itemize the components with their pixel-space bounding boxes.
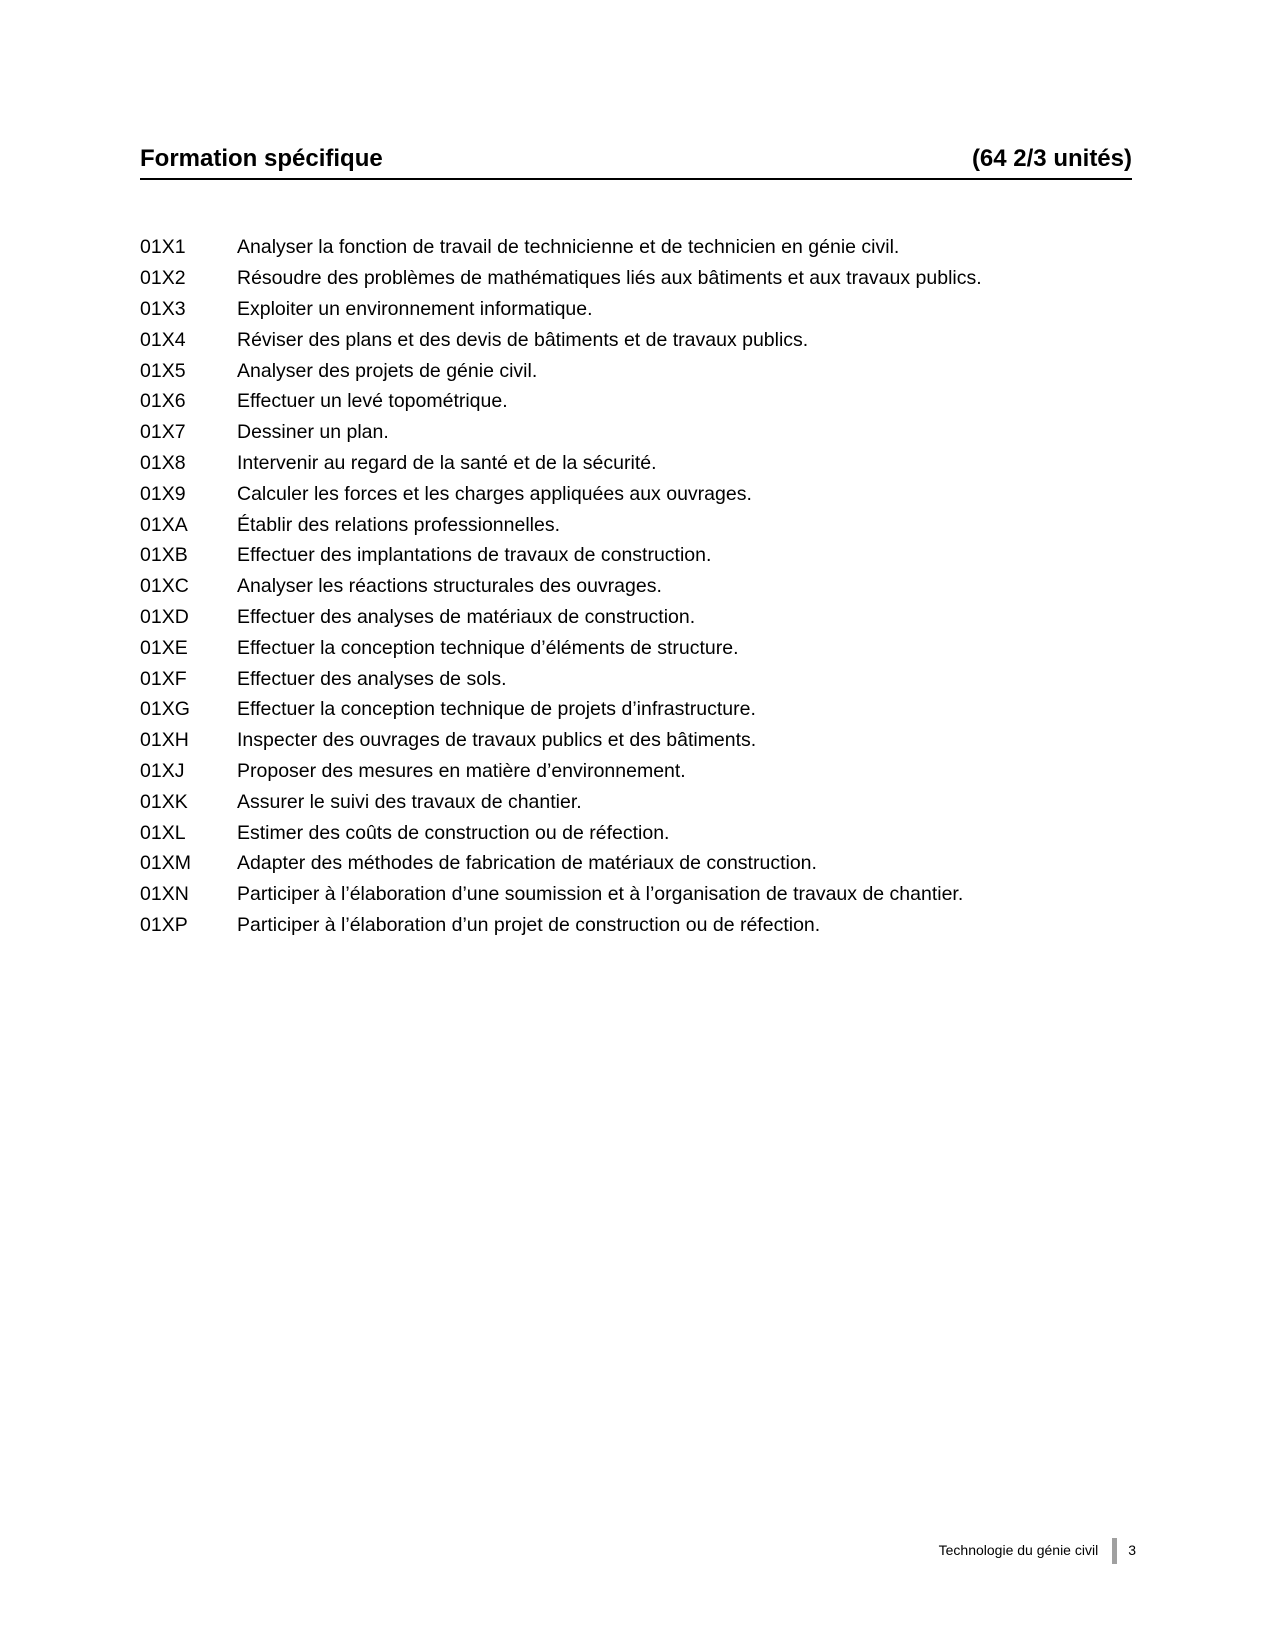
- competency-code: 01X3: [140, 297, 186, 320]
- competency-description: Résoudre des problèmes de mathématiques liés aux bâtiments et aux travaux publics.: [237, 267, 982, 290]
- section-title: Formation spécifique: [140, 145, 383, 172]
- competency-description: Effectuer des analyses de matériaux de construction.: [237, 605, 696, 628]
- competency-row: [140, 606, 1132, 637]
- competency-row: [140, 329, 1132, 360]
- competency-code: 01X4: [140, 328, 186, 351]
- competency-code: 01XF: [140, 667, 187, 690]
- competency-description: Dessiner un plan.: [237, 421, 389, 444]
- competency-code: 01XK: [140, 790, 188, 813]
- competency-row: [140, 421, 1132, 452]
- competency-description: Effectuer des implantations de travaux de construction.: [237, 544, 712, 567]
- competency-code: 01X7: [140, 421, 186, 444]
- competency-description: Intervenir au regard de la santé et de la sécurité.: [237, 451, 657, 474]
- competency-row: [140, 637, 1132, 668]
- competency-description: Effectuer la conception technique de projets d’infrastructure.: [237, 698, 756, 721]
- competency-row: [140, 298, 1132, 329]
- competency-row: [140, 852, 1132, 883]
- competency-row: [140, 668, 1132, 699]
- competency-code: 01XD: [140, 605, 189, 628]
- section-header: [140, 146, 1132, 180]
- section-units: (64 2/3 unités): [971, 145, 1132, 172]
- competency-code: 01X9: [140, 482, 186, 505]
- competency-description: Effectuer des analyses de sols.: [237, 667, 507, 690]
- competency-row: [140, 452, 1132, 483]
- competency-row: [140, 914, 1132, 945]
- competency-description: Analyser la fonction de travail de technicienne et de technicien en génie civil.: [237, 236, 900, 259]
- competency-description: Analyser des projets de génie civil.: [237, 359, 538, 382]
- competency-code: 01XJ: [140, 759, 185, 782]
- competency-description: Participer à l’élaboration d’un projet de construction ou de réfection.: [237, 913, 821, 936]
- competency-row: [140, 822, 1132, 853]
- competency-code: 01XP: [140, 913, 188, 936]
- competency-code: 01XB: [140, 544, 188, 567]
- competency-code: 01XN: [140, 883, 189, 906]
- competency-row: [140, 236, 1132, 267]
- competency-code: 01XL: [140, 821, 186, 844]
- footer-page-number: 3: [1128, 1542, 1136, 1558]
- competency-code: 01XC: [140, 575, 189, 598]
- competency-description: Proposer des mesures en matière d’environnement.: [237, 759, 686, 782]
- competency-row: [140, 698, 1132, 729]
- competency-description: Effectuer un levé topométrique.: [237, 390, 508, 413]
- competency-description: Réviser des plans et des devis de bâtiments et de travaux publics.: [237, 328, 809, 351]
- competency-description: Inspecter des ouvrages de travaux publics et des bâtiments.: [237, 729, 757, 752]
- competency-row: [140, 483, 1132, 514]
- competency-description: Estimer des coûts de construction ou de réfection.: [237, 821, 670, 844]
- competency-code: 01X8: [140, 451, 186, 474]
- competency-row: [140, 883, 1132, 914]
- competency-code: 01XM: [140, 852, 191, 875]
- competency-row: [140, 267, 1132, 298]
- competency-description: Assurer le suivi des travaux de chantier.: [237, 790, 582, 813]
- competency-row: [140, 791, 1132, 822]
- competency-description: Analyser les réactions structurales des ouvrages.: [237, 575, 662, 598]
- competency-code: 01X6: [140, 390, 186, 413]
- competency-code: 01XG: [140, 698, 190, 721]
- page-content: [140, 146, 1132, 945]
- competency-code: 01XE: [140, 636, 188, 659]
- competency-row: [140, 360, 1132, 391]
- competency-description: Calculer les forces et les charges appliquées aux ouvrages.: [237, 482, 752, 505]
- competency-row: [140, 390, 1132, 421]
- competency-list: [140, 236, 1132, 944]
- competency-code: 01X1: [140, 236, 186, 259]
- competency-code: 01XH: [140, 729, 189, 752]
- footer-divider-bar: [1112, 1538, 1117, 1564]
- footer-document-title: Technologie du génie civil: [938, 1542, 1099, 1558]
- competency-code: 01X5: [140, 359, 186, 382]
- page-footer: [939, 1538, 1136, 1564]
- competency-code: 01X2: [140, 267, 186, 290]
- competency-row: [140, 729, 1132, 760]
- competency-row: [140, 575, 1132, 606]
- competency-row: [140, 514, 1132, 545]
- competency-code: 01XA: [140, 513, 188, 536]
- competency-description: Participer à l’élaboration d’une soumission et à l’organisation de travaux de chantier.: [237, 883, 964, 906]
- competency-row: [140, 544, 1132, 575]
- competency-description: Établir des relations professionnelles.: [237, 513, 561, 536]
- competency-description: Adapter des méthodes de fabrication de matériaux de construction.: [237, 852, 817, 875]
- competency-description: Effectuer la conception technique d’éléments de structure.: [237, 636, 739, 659]
- competency-description: Exploiter un environnement informatique.: [237, 297, 593, 320]
- competency-row: [140, 760, 1132, 791]
